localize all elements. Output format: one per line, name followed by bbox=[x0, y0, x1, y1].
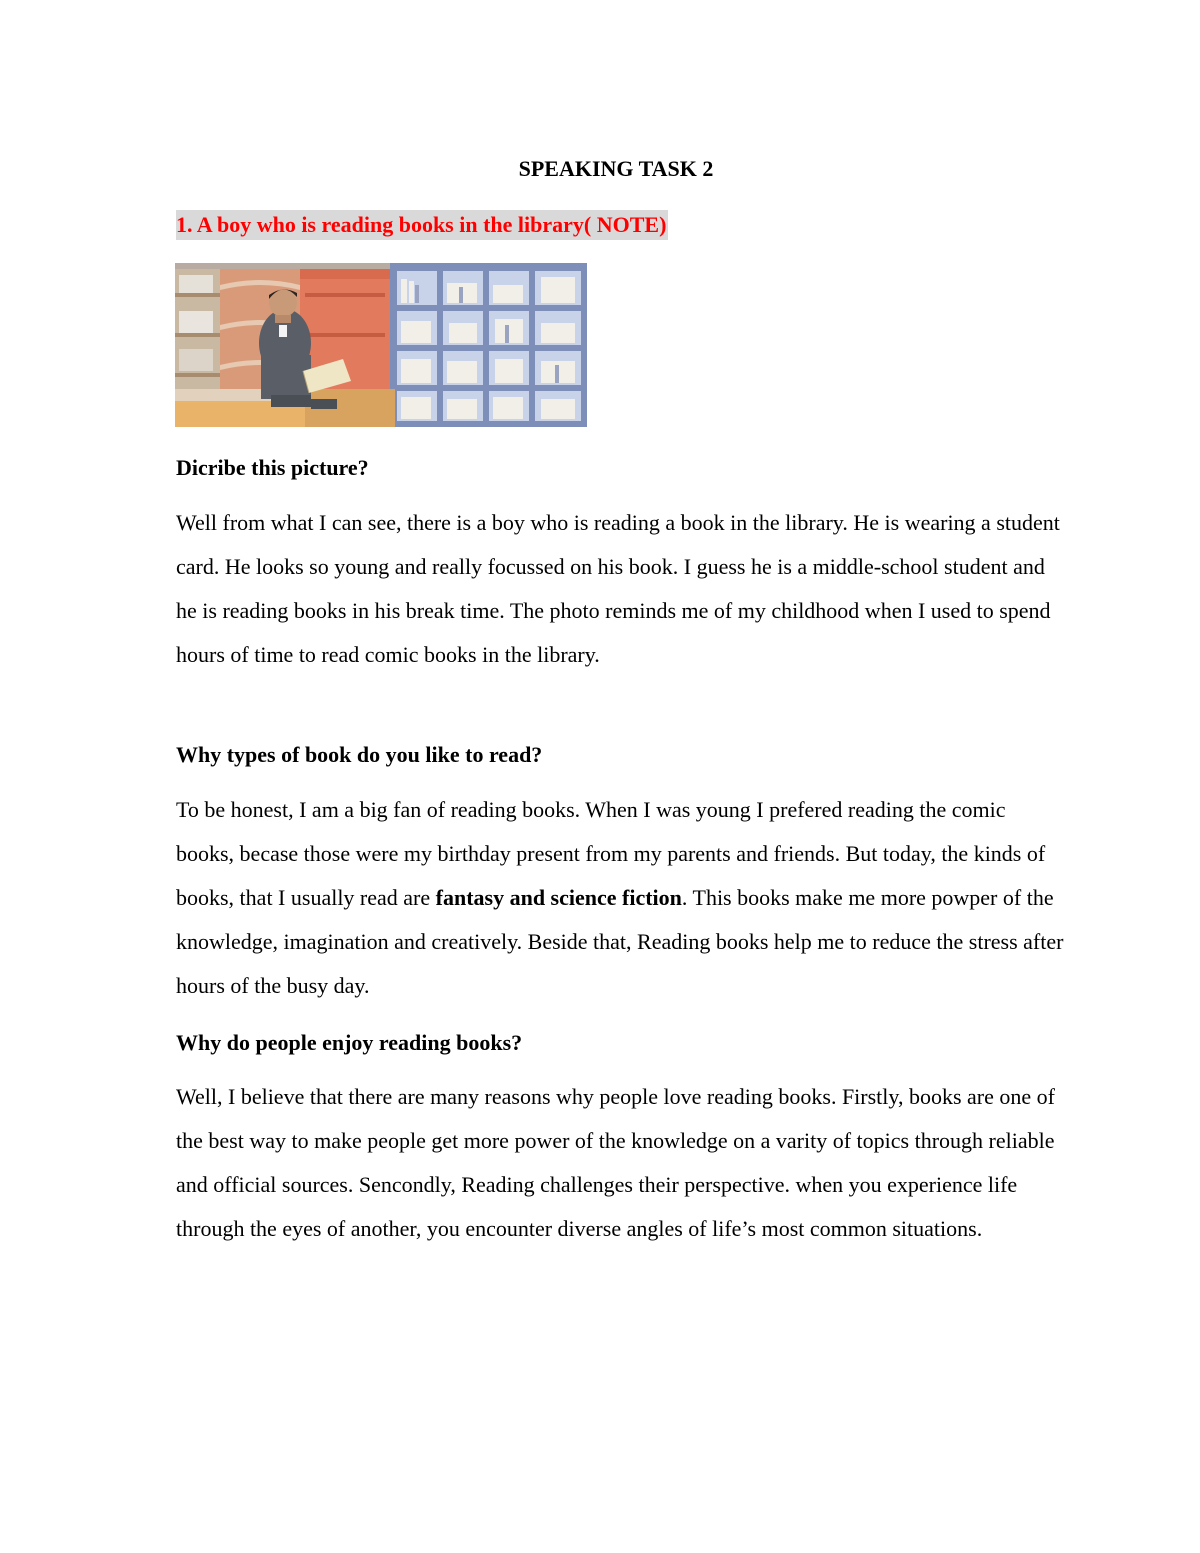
page-title: SPEAKING TASK 2 bbox=[518, 156, 714, 181]
answer-2 bbox=[176, 788, 1066, 1008]
question-2: Why types of book do you like to read? bbox=[176, 742, 543, 767]
answer-2-text-end: . This books make me more powper of the knowledge, imagination and creatively. Beside that, Reading books help me to reduce the stress after hours of the busy day. bbox=[176, 885, 1064, 998]
answer-1: Well from what I can see, there is a boy who is reading a book in the library. He is wearing a student card. He looks so young and really focussed on his book. I guess he is a middle-school student and he is reading books in his break time. The photo reminds me of my childhood when I used to spend hours of time to read comic books in the library. bbox=[176, 510, 1060, 667]
answer-3: Well, I believe that there are many reasons why people love reading books. Firstly, books are one of the best way to make people get more power of the knowledge on a varity of topics through reliable and official sources. Sencondly, Reading challenges their perspective. when you experience life through the eyes of another, you encounter diverse angles of life’s most common situations. bbox=[176, 1084, 1055, 1241]
library-photo bbox=[175, 263, 587, 427]
answer-2-text-start: To be honest, I am a big fan of reading books. When I was young I prefered reading the comic books, becase those were my birthday present from my parents and friends. But today, the kinds of books, that I usually read are bbox=[176, 797, 1046, 910]
section-heading: 1. A boy who is reading books in the library( NOTE) bbox=[176, 210, 668, 240]
question-3: Why do people enjoy reading books? bbox=[176, 1030, 523, 1055]
question-1: Dicribe this picture? bbox=[176, 455, 369, 480]
answer-2-bold-phrase: fantasy and science fiction bbox=[435, 885, 682, 910]
